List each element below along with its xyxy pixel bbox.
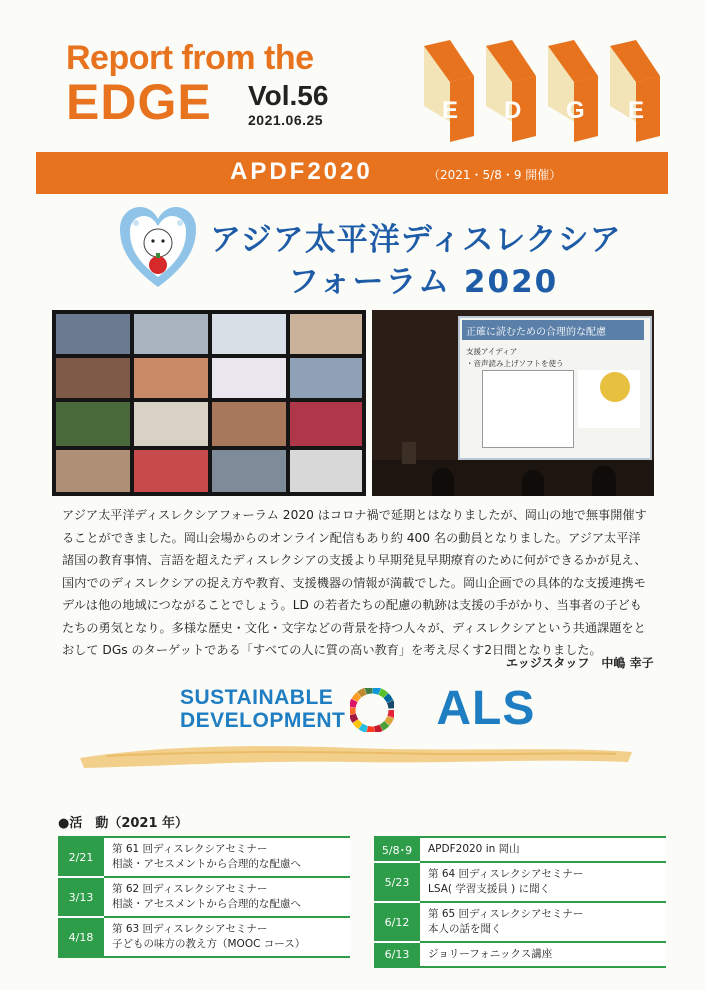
- activities-list-left: [58, 836, 350, 958]
- sdgs-goals-rest: ALS: [436, 682, 536, 735]
- activity-row: [374, 943, 666, 968]
- activity-date: 5/23: [374, 863, 420, 903]
- activity-line: 相談・アセスメントから合理的な配慮へ: [112, 898, 301, 910]
- activity-description: [104, 878, 350, 916]
- edge-logo-letter: D: [504, 97, 522, 124]
- edge-logo-letter: E: [442, 97, 459, 124]
- activity-date: 6/12: [374, 903, 420, 943]
- edge-logo-icon: [420, 38, 670, 153]
- slide-title: 正確に読むための合理的な配慮: [466, 327, 606, 338]
- heart-mascot-icon: [118, 203, 198, 293]
- article-author: エッジスタッフ 中嶋 幸子: [506, 656, 654, 670]
- activity-line: 第 63 回ディスレクシアセミナー: [112, 923, 268, 935]
- activity-date: 4/18: [58, 918, 104, 956]
- activity-date: 3/13: [58, 878, 104, 918]
- activity-row: [374, 903, 666, 943]
- activity-line: 相談・アセスメントから合理的な配慮へ: [112, 858, 301, 870]
- report-title-line2: EDGE: [66, 74, 212, 130]
- sdgs-text-line2: DEVELOPMENT: [180, 709, 346, 732]
- activity-description: [420, 838, 666, 861]
- banner-subtitle: （2021・5/8・9 開催）: [428, 168, 562, 182]
- activity-row: [58, 918, 350, 958]
- edge-logo-letter: E: [628, 97, 645, 124]
- activity-row: [58, 838, 350, 878]
- sdgs-text-line1: SUSTAINABLE: [180, 686, 334, 709]
- activity-line: 子どもの味方の教え方（MOOC コース）: [112, 938, 306, 950]
- edge-logo-letter: G: [566, 97, 585, 124]
- activity-date: 6/13: [374, 943, 420, 966]
- activity-line: 第 65 回ディスレクシアセミナー: [428, 908, 584, 920]
- activities-list-right: [374, 836, 666, 968]
- brush-stroke-decoration: [76, 738, 636, 772]
- activity-date: 5/8･9: [374, 838, 420, 863]
- activity-line: APDF2020 in 岡山: [428, 843, 520, 855]
- activities-heading: ●活 動（2021 年）: [58, 816, 189, 831]
- activity-line: 第 64 回ディスレクシアセミナー: [428, 868, 584, 880]
- sdgs-goals-letter-g: [398, 682, 436, 735]
- activity-row: [374, 838, 666, 863]
- venue-presentation-photo: [372, 310, 654, 496]
- online-conference-photo: [52, 310, 366, 496]
- activity-date: 2/21: [58, 838, 104, 878]
- activity-description: [104, 838, 350, 876]
- activity-line: 第 61 回ディスレクシアセミナー: [112, 843, 268, 855]
- activity-description: [104, 918, 350, 956]
- activity-description: [420, 943, 666, 966]
- report-title-line1: Report from the: [66, 39, 314, 77]
- issue-date: 2021.06.25: [248, 112, 324, 128]
- forum-title-line1: アジア太平洋ディスレクシア: [210, 222, 622, 258]
- activity-row: [58, 878, 350, 918]
- forum-title-line2: フォーラム 2020: [288, 264, 559, 300]
- activity-line: 第 62 回ディスレクシアセミナー: [112, 883, 268, 895]
- slide-item: 支援アイディア: [466, 347, 518, 356]
- activity-row: [374, 863, 666, 903]
- activity-line: LSA( 学習支援員 ) に聞く: [428, 883, 551, 895]
- sdg-color-wheel-icon: [350, 688, 394, 732]
- slide-item: ・音声読み上げソフトを使う: [466, 359, 564, 368]
- sdgs-goals-word: [398, 684, 535, 734]
- banner-title: APDF2020: [230, 158, 373, 185]
- activity-line: 本人の話を聞く: [428, 923, 502, 935]
- activity-description: [420, 863, 666, 901]
- volume-number: Vol.56: [248, 80, 329, 111]
- activity-line: ジョリーフォニックス講座: [428, 948, 553, 960]
- activity-description: [420, 903, 666, 941]
- article-body: アジア太平洋ディスレクシアフォーラム 2020 はコロナ禍で延期とはなりましたが、岡山の地で無事開催することができました。岡山会場からのオンライン配信もあり約 400 名の動員となりました。アジア太平洋諸国の教育事情、言語を超えたディスレクシアの支援より早期発見早期療育のために何ができるかが見え、国内でのディスレクシアの捉え方や教育、支援機器の情報が満載でした。岡山企画での具体的な支援連携モデルは他の地域につながることでしょう。LD の若者たちの配慮の軌跡は支援の手がかり、当事者の子どもたちの勇気となり。多様な歴史・文化・文字などの背景を持つ人々が、ディスレクシアという共通課題をとおして DGs のターゲットである「すべての人に質の高い教育」を考え尽くす2日間となりました。: [62, 508, 647, 657]
